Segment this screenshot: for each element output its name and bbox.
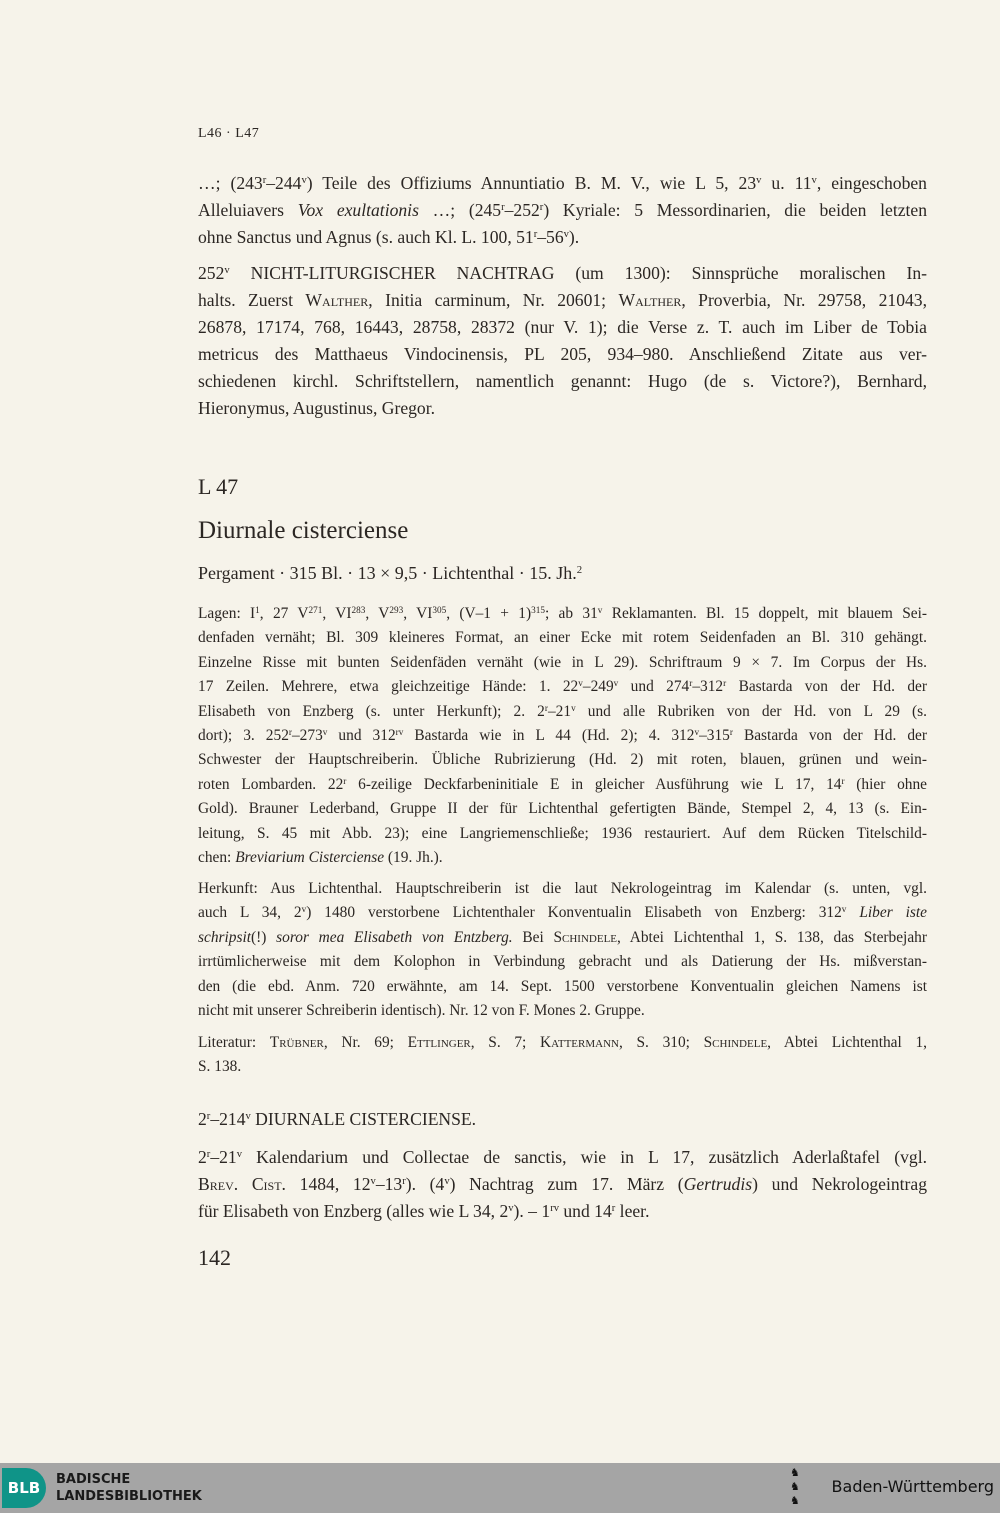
folio-superscript: v: [444, 1176, 450, 1188]
paragraph-nachtrag: [198, 260, 927, 422]
text-run: und 14: [558, 1201, 612, 1221]
text-run: –252: [504, 200, 540, 220]
small-caps-name: Brev. Cist.: [198, 1174, 286, 1194]
entry-summary: [198, 563, 927, 584]
folio-superscript: r: [544, 702, 548, 713]
text-run: Lagen: I: [198, 605, 256, 622]
text-run: und alle Rubriken von der Hd. von L 29 (s.: [575, 702, 927, 720]
text-run: ) Kyriale: 5 Messordinarien, die beiden letzten: [543, 200, 928, 220]
text-run: 252: [198, 263, 225, 283]
text-line: [198, 950, 927, 974]
text-run: Hieronymus, Augustinus, Gregor.: [198, 398, 436, 418]
folio-superscript: v: [563, 229, 569, 241]
text-run: metricus des Matthaeus Vindocinensis, PL 205, 934–980. Anschließend Zitate aus ver-: [198, 344, 927, 364]
text-run: Bastarda von der Hd. der: [732, 727, 927, 745]
folio-superscript: v: [613, 678, 619, 689]
text-run: leer.: [615, 1201, 650, 1221]
small-caps-name: Walther: [618, 290, 682, 310]
text-line: [198, 626, 927, 650]
italic-text: soror mea Elisabeth von Entzberg.: [276, 928, 513, 946]
text-run: (hier ohne: [844, 775, 928, 793]
paragraph-literatur: [198, 1031, 927, 1080]
text-run: (19. Jh.).: [384, 849, 443, 867]
text-run: ) 1480 verstorbene Lichtenthaler Konventualin Elisabeth von Enzberg: 312: [306, 904, 842, 922]
text-run: ) und Nekrologeintrag: [752, 1174, 928, 1194]
text-run: ) Teile des Offiziums Annuntiatio B. M. V., wie L 5, 23: [306, 173, 757, 193]
text-run: 17 Zeilen. Mehrere, etwa gleichzeitige Hände: 1. 22: [198, 678, 579, 696]
small-caps-name: Walther: [305, 290, 369, 310]
folio-superscript: 1: [255, 604, 260, 615]
text-run: 2: [198, 1109, 207, 1129]
folio-superscript: r: [501, 202, 505, 214]
text-run: …; (245: [418, 200, 502, 220]
text-line: [198, 287, 927, 314]
text-line: [198, 999, 927, 1023]
text-run: Literatur:: [198, 1034, 270, 1051]
text-run: und 274: [618, 678, 690, 696]
folio-superscript: v: [578, 678, 583, 689]
text-run: , VI: [403, 605, 433, 622]
text-line: [198, 1031, 927, 1055]
folio-superscript: r: [723, 678, 727, 689]
text-run: ). – 1: [513, 1201, 551, 1221]
folio-superscript: 293: [389, 604, 404, 615]
text-line: [198, 675, 927, 699]
text-run: denfaden vernäht; Bl. 309 kleineres Format, an einer Ecke mit rotem Seidenfaden an Bl. 310 gehängt.: [198, 629, 927, 647]
library-name-line1: BADISCHE: [56, 1472, 131, 1487]
folio-superscript: 271: [308, 604, 323, 615]
small-caps-name: Trübner: [269, 1034, 324, 1051]
text-run: 2: [198, 1147, 207, 1167]
folio-superscript: 315: [531, 604, 545, 615]
text-line: [198, 368, 927, 395]
small-caps-name: Kattermann: [540, 1034, 619, 1051]
text-run: Schwester der Hauptschreiberin. Übliche Rubrizierung (Hd. 2) mit roten, blauen, grünen und wein-: [198, 751, 927, 769]
text-run: , S. 7;: [470, 1034, 541, 1051]
text-run: auch L 34, 2: [198, 904, 302, 922]
text-run: Gold). Brauner Lederband, Gruppe II der für Lichtenthal gefertigten Bände, Stempel 2, 4, 13 (s. Ein-: [198, 800, 927, 818]
folio-superscript: r: [689, 678, 693, 689]
folio-superscript: 283: [351, 604, 366, 615]
text-line: [198, 602, 927, 626]
folio-superscript: v: [301, 904, 307, 915]
text-run: S. 138.: [198, 1058, 242, 1076]
text-line: [198, 197, 927, 224]
folio-superscript: 2: [576, 564, 583, 577]
italic-text: Vox exultationis: [297, 200, 419, 220]
text-line: [198, 314, 927, 341]
text-line: [198, 1106, 927, 1133]
folio-superscript: r: [288, 726, 292, 737]
text-run: , eingeschoben: [816, 173, 927, 193]
italic-text: schripsit: [198, 928, 252, 946]
folio-superscript: r: [343, 775, 347, 786]
text-line: [198, 773, 927, 797]
text-run: roten Lombarden. 22: [198, 775, 344, 793]
blb-logo[interactable]: BLB: [2, 1468, 46, 1508]
text-run: 6-zeilige Deckfarbeninitiale E in gleicher Ausführung wie L 17, 14: [346, 775, 842, 793]
text-line: [198, 395, 927, 422]
text-run: u. 11: [761, 173, 812, 193]
text-run: Pergament · 315 Bl. · 13 × 9,5 · Lichtenthal · 15. Jh.: [198, 563, 577, 583]
text-run: –21: [210, 1147, 237, 1167]
small-caps-name: Schindele: [703, 1034, 768, 1051]
folio-superscript: v: [224, 265, 230, 277]
text-run: dort); 3. 252: [198, 727, 289, 745]
folio-superscript: r: [729, 726, 733, 737]
text-run: Einzelne Risse mit bunten Seidenfäden vernäht (wie in L 29). Schriftraum 9 × 7. Im Corpus der Hs.: [198, 653, 927, 671]
text-line: [198, 563, 927, 584]
text-line: [198, 975, 927, 999]
folio-superscript: r: [841, 775, 845, 786]
folio-superscript: r: [206, 1149, 211, 1161]
text-run: , Abtei Lichtenthal 1,: [767, 1034, 927, 1051]
page-number: 142: [198, 1245, 231, 1270]
text-line: [198, 846, 927, 870]
text-run: , Abtei Lichtenthal 1, S. 138, das Sterbejahr: [617, 928, 927, 946]
italic-text: Liber iste: [859, 904, 927, 922]
text-line: [198, 651, 927, 675]
text-run: Elisabeth von Enzberg (s. unter Herkunft); 2. 2: [198, 702, 545, 720]
folio-superscript: r: [533, 229, 538, 241]
text-line: [198, 260, 927, 287]
text-run: Alleluiavers: [198, 200, 298, 220]
text-line: [198, 1171, 927, 1198]
text-run: –273: [291, 727, 323, 745]
text-run: Kalendarium und Collectae de sanctis, wie in L 17, zusätzlich Aderlaßtafel (vgl.: [241, 1147, 927, 1167]
text-line: [198, 1198, 927, 1225]
text-run: , S. 310;: [618, 1034, 704, 1051]
text-run: DIURNALE CISTERCIENSE.: [250, 1109, 477, 1129]
folio-superscript: v: [508, 1203, 514, 1215]
small-caps-name: Schindele: [553, 928, 618, 946]
text-run: 1484, 12: [285, 1174, 371, 1194]
folio-superscript: r: [539, 202, 544, 214]
text-run: –312: [692, 678, 724, 696]
coat-of-arms-lions-icon: ♞ ♞ ♞: [790, 1466, 800, 1507]
folio-superscript: v: [841, 904, 847, 915]
text-run: , (V–1 + 1): [446, 605, 532, 622]
text-run: nicht mit unserer Schreiberin identisch). Nr. 12 von F. Mones 2. Gruppe.: [198, 1002, 645, 1020]
text-run: ). (4: [405, 1174, 445, 1194]
folio-superscript: rv: [550, 1203, 559, 1215]
text-run: –21: [547, 702, 572, 720]
text-run: NICHT-LITURGISCHER NACHTRAG (um 1300): Sinnsprüche moralischen In-: [229, 263, 927, 283]
text-run: ) Nachtrag zum 17. März (: [449, 1174, 684, 1194]
text-line: [198, 1144, 927, 1171]
folio-superscript: v: [571, 702, 576, 713]
text-line: [198, 700, 927, 724]
text-run: Herkunft: Aus Lichtenthal. Hauptschreiberin ist die laut Nekrologeintrag im Kalendar (s. unten, vgl.: [198, 880, 927, 897]
folio-superscript: r: [206, 1111, 211, 1123]
text-run: Reklamanten. Bl. 15 doppelt, mit blauem Sei-: [602, 605, 927, 622]
text-line: [198, 926, 927, 950]
folio-superscript: v: [236, 1149, 242, 1161]
footer-bar: [0, 1463, 1000, 1513]
text-line: [198, 797, 927, 821]
paragraph-continuation: [198, 170, 927, 251]
folio-superscript: r: [262, 175, 267, 187]
text-run: , VI: [322, 605, 352, 622]
library-name-line2: LANDESBIBLIOTHEK: [56, 1489, 202, 1504]
text-run: den (die ebd. Anm. 720 erwähnte, am 14. Sept. 1500 verstorbene Konventualin gleichen Namens ist: [198, 977, 927, 995]
text-run: , Nr. 69;: [323, 1034, 408, 1051]
folio-superscript: v: [597, 604, 603, 615]
text-run: [846, 904, 859, 921]
text-run: ).: [568, 227, 580, 247]
entry-title: Diurnale cisterciense: [198, 517, 409, 544]
folio-superscript: r: [402, 1176, 406, 1188]
paragraph-lagen: [198, 602, 927, 870]
folio-superscript: 305: [432, 604, 447, 615]
text-run: leitung, S. 45 mit Abb. 23); eine Langriemenschließe; 1936 restauriert. Auf dem Rücken Titelschild-: [198, 824, 927, 842]
text-line: [198, 1055, 927, 1079]
paragraph-kalendarium: [198, 1144, 927, 1225]
text-run: , V: [365, 605, 390, 622]
folio-superscript: v: [322, 726, 328, 737]
text-line: [198, 724, 927, 748]
text-run: chen:: [198, 849, 236, 867]
folio-superscript: v: [301, 175, 307, 187]
section-heading: [198, 1106, 927, 1133]
text-run: und 312: [327, 727, 396, 745]
text-run: , Proverbia, Nr. 29758, 21043,: [681, 290, 927, 310]
text-run: Bastarda wie in L 44 (Hd. 2); 4. 312: [403, 727, 695, 745]
text-line: [198, 877, 927, 901]
folio-superscript: v: [370, 1176, 376, 1188]
text-run: , Initia carminum, Nr. 20601;: [368, 290, 619, 310]
text-run: , 27 V: [259, 605, 309, 622]
running-head: L46 · L47: [198, 126, 260, 141]
text-run: –13: [375, 1174, 403, 1194]
text-run: –315: [699, 727, 730, 745]
folio-superscript: v: [245, 1111, 251, 1123]
text-line: [198, 224, 927, 251]
text-run: ohne Sanctus und Agnus (s. auch Kl. L. 100, 51: [198, 227, 534, 247]
text-run: –249: [582, 678, 614, 696]
folio-superscript: rv: [395, 726, 404, 737]
small-caps-name: Ettlinger: [407, 1034, 471, 1051]
text-run: halts. Zuerst: [198, 290, 306, 310]
state-logo[interactable]: Baden-Württemberg: [831, 1477, 994, 1496]
folio-superscript: v: [811, 175, 817, 187]
folio-superscript: v: [694, 726, 700, 737]
text-line: [198, 341, 927, 368]
entry-number: L 47: [198, 474, 239, 499]
text-run: –244: [266, 173, 302, 193]
text-run: 26878, 17174, 768, 16443, 28758, 28372 (nur V. 1); die Verse z. T. auch im Liber de Tobia: [198, 317, 927, 337]
text-run: Bei: [512, 928, 554, 946]
italic-text: Breviarium Cisterciense: [235, 849, 385, 867]
library-name[interactable]: [56, 1471, 202, 1505]
folio-superscript: r: [611, 1203, 616, 1215]
text-line: [198, 170, 927, 197]
text-line: [198, 822, 927, 846]
text-run: Bastarda von der Hd. der: [726, 678, 927, 696]
text-run: irrtümlicherweise mit dem Kolophon in Verbindung gebracht und als Datierung der Hs. mißverstan-: [198, 953, 927, 971]
italic-text: Gertrudis: [683, 1174, 753, 1194]
text-line: [198, 748, 927, 772]
text-run: –214: [210, 1109, 246, 1129]
text-run: –56: [537, 227, 564, 247]
text-run: schiedenen kirchl. Schriftstellern, namentlich genannt: Hugo (de s. Victore?), Bernhard,: [198, 371, 927, 391]
paragraph-herkunft: [198, 877, 927, 1023]
text-run: für Elisabeth von Enzberg (alles wie L 34, 2: [198, 1201, 509, 1221]
text-run: ; ab 31: [544, 605, 598, 622]
folio-superscript: v: [756, 175, 762, 187]
text-line: [198, 901, 927, 925]
text-run: …; (243: [198, 173, 263, 193]
text-run: (!): [251, 928, 277, 946]
